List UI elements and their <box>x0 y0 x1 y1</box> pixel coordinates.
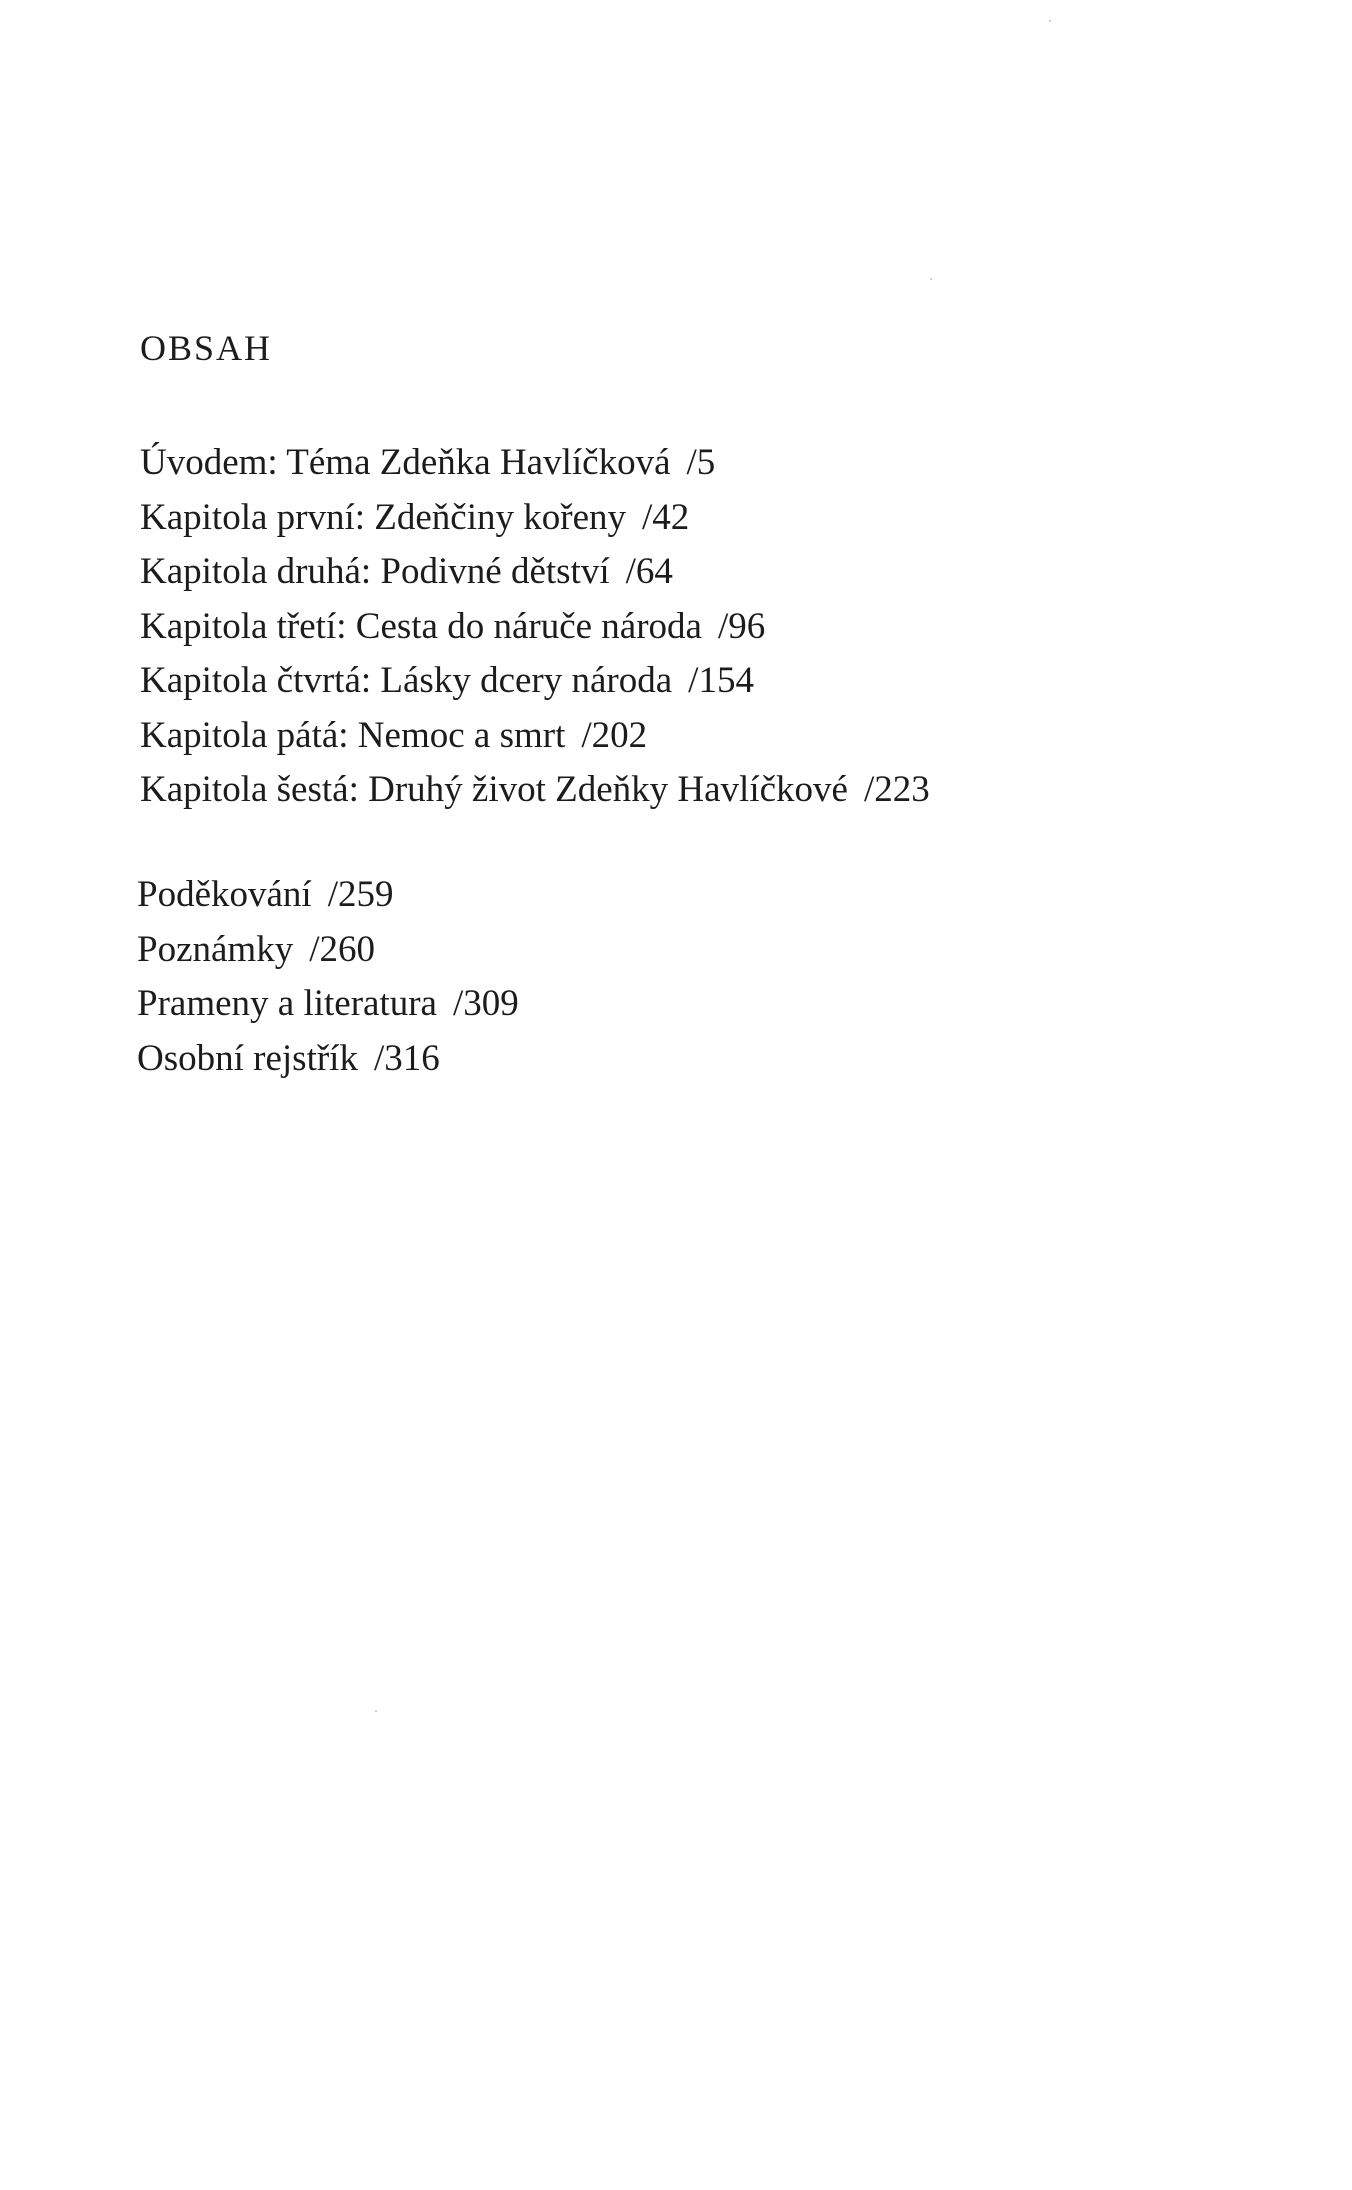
toc-entry-page: /259 <box>327 874 394 915</box>
toc-entry-page: /42 <box>642 496 690 538</box>
toc-entry-chapter-1 <box>140 491 930 546</box>
toc-entry-title: Kapitola první: Zdeňčiny kořeny <box>140 496 627 538</box>
toc-entry-title: Kapitola druhá: Podivné dětství <box>140 551 610 592</box>
toc-entry-title: Prameny a literatura <box>137 983 437 1024</box>
toc-entry-page: /309 <box>452 983 519 1024</box>
toc-entry-title: Úvodem: Téma Zdeňka Havlíčková <box>140 442 671 483</box>
toc-entry-index <box>137 1032 519 1087</box>
toc-entry-chapter-3 <box>140 600 930 655</box>
toc-entry-page: /202 <box>581 714 648 756</box>
toc-entry-page: /260 <box>309 928 375 970</box>
toc-entry-page: /5 <box>686 442 716 483</box>
paper-speck <box>375 1710 377 1712</box>
toc-entry-chapter-2 <box>140 545 930 600</box>
toc-entry-page: /64 <box>625 551 673 592</box>
toc-entry-title: Kapitola čtvrtá: Lásky dcery národa <box>140 660 673 701</box>
toc-entry-title: Kapitola šestá: Druhý život Zdeňky Havlíčkové <box>140 769 848 810</box>
toc-entry-intro <box>140 436 930 491</box>
contents-heading: OBSAH <box>140 328 273 368</box>
toc-entry-sources <box>137 977 519 1032</box>
toc-entry-title: Poděkování <box>137 874 312 915</box>
toc-entry-page: /154 <box>688 660 754 701</box>
paper-speck <box>930 278 932 280</box>
toc-entry-notes <box>137 923 519 978</box>
toc-entry-chapter-4 <box>140 654 930 709</box>
toc-entry-page: /223 <box>863 769 930 810</box>
toc-entry-chapter-6 <box>140 763 930 818</box>
back-matter-list <box>137 868 519 1086</box>
toc-entry-page: /96 <box>717 605 766 647</box>
chapter-list <box>140 436 930 818</box>
toc-entry-title: Kapitola třetí: Cesta do náruče národa <box>140 605 702 647</box>
toc-entry-page: /316 <box>373 1037 440 1079</box>
toc-entry-title: Kapitola pátá: Nemoc a smrt <box>140 714 566 756</box>
toc-entry-title: Osobní rejstřík <box>137 1037 358 1079</box>
toc-entry-chapter-5 <box>140 709 930 764</box>
toc-entry-acknowledgements <box>137 868 519 923</box>
toc-entry-title: Poznámky <box>137 928 294 970</box>
paper-speck <box>1049 20 1051 22</box>
